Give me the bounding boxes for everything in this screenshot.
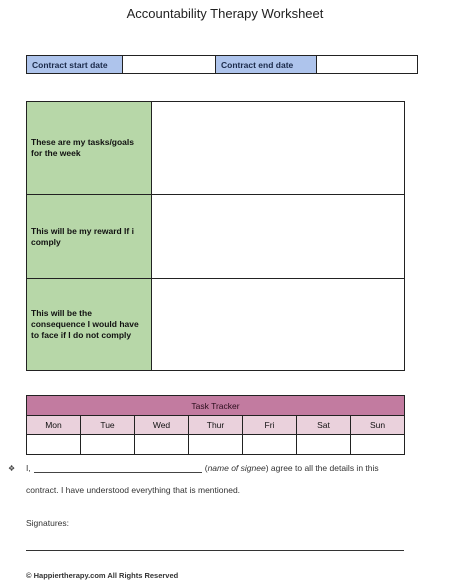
reward-field[interactable] <box>152 195 404 278</box>
goals-table <box>26 101 405 371</box>
contract-dates-row <box>26 55 418 74</box>
task-tracker <box>26 395 405 455</box>
mark-wed[interactable] <box>135 435 189 454</box>
mark-tue[interactable] <box>81 435 135 454</box>
tasks-goals-field[interactable] <box>152 102 404 194</box>
contract-end-field[interactable] <box>317 56 417 73</box>
contract-end-label: Contract end date <box>216 56 317 73</box>
agreement-line2: contract. I have understood everything that is mentioned. <box>26 485 241 495</box>
tracker-mark-row <box>27 435 404 454</box>
day-fri: Fri <box>243 416 297 434</box>
signee-name-blank[interactable] <box>34 463 202 473</box>
mark-sat[interactable] <box>297 435 351 454</box>
page-title: Accountability Therapy Worksheet <box>126 6 324 21</box>
mark-sun[interactable] <box>351 435 404 454</box>
day-sun: Sun <box>351 416 404 434</box>
mark-fri[interactable] <box>243 435 297 454</box>
reward-label: This will be my reward If i comply <box>27 195 152 278</box>
diamond-bullet-icon: ❖ <box>8 463 16 473</box>
day-mon: Mon <box>27 416 81 434</box>
day-tue: Tue <box>81 416 135 434</box>
contract-start-field[interactable] <box>123 56 216 73</box>
agreement-prefix: I, <box>26 463 31 473</box>
day-thur: Thur <box>189 416 243 434</box>
day-sat: Sat <box>297 416 351 434</box>
signature-line[interactable] <box>26 550 404 551</box>
task-tracker-title: Task Tracker <box>27 396 404 416</box>
consequence-label: This will be the consequence I would have to face if I do not comply <box>27 279 152 370</box>
footer-copyright: © Happiertherapy.com All Rights Reserved <box>26 571 179 580</box>
agreement-text: ❖ I, (name of signee) agree to all the details in this contract. I have understood everything that is mentioned. <box>8 463 428 495</box>
reward-row <box>27 195 404 279</box>
day-wed: Wed <box>135 416 189 434</box>
signee-hint: name of signee <box>207 463 266 473</box>
mark-mon[interactable] <box>27 435 81 454</box>
goals-row <box>27 102 404 195</box>
tracker-day-headers <box>27 416 404 435</box>
mark-thur[interactable] <box>189 435 243 454</box>
contract-start-label: Contract start date <box>27 56 123 73</box>
consequence-field[interactable] <box>152 279 404 370</box>
consequence-row <box>27 279 404 370</box>
agreement-suffix: agree to all the details in this <box>270 463 379 473</box>
tasks-goals-label: These are my tasks/goals for the week <box>27 102 152 194</box>
signatures-label: Signatures: <box>26 518 69 528</box>
